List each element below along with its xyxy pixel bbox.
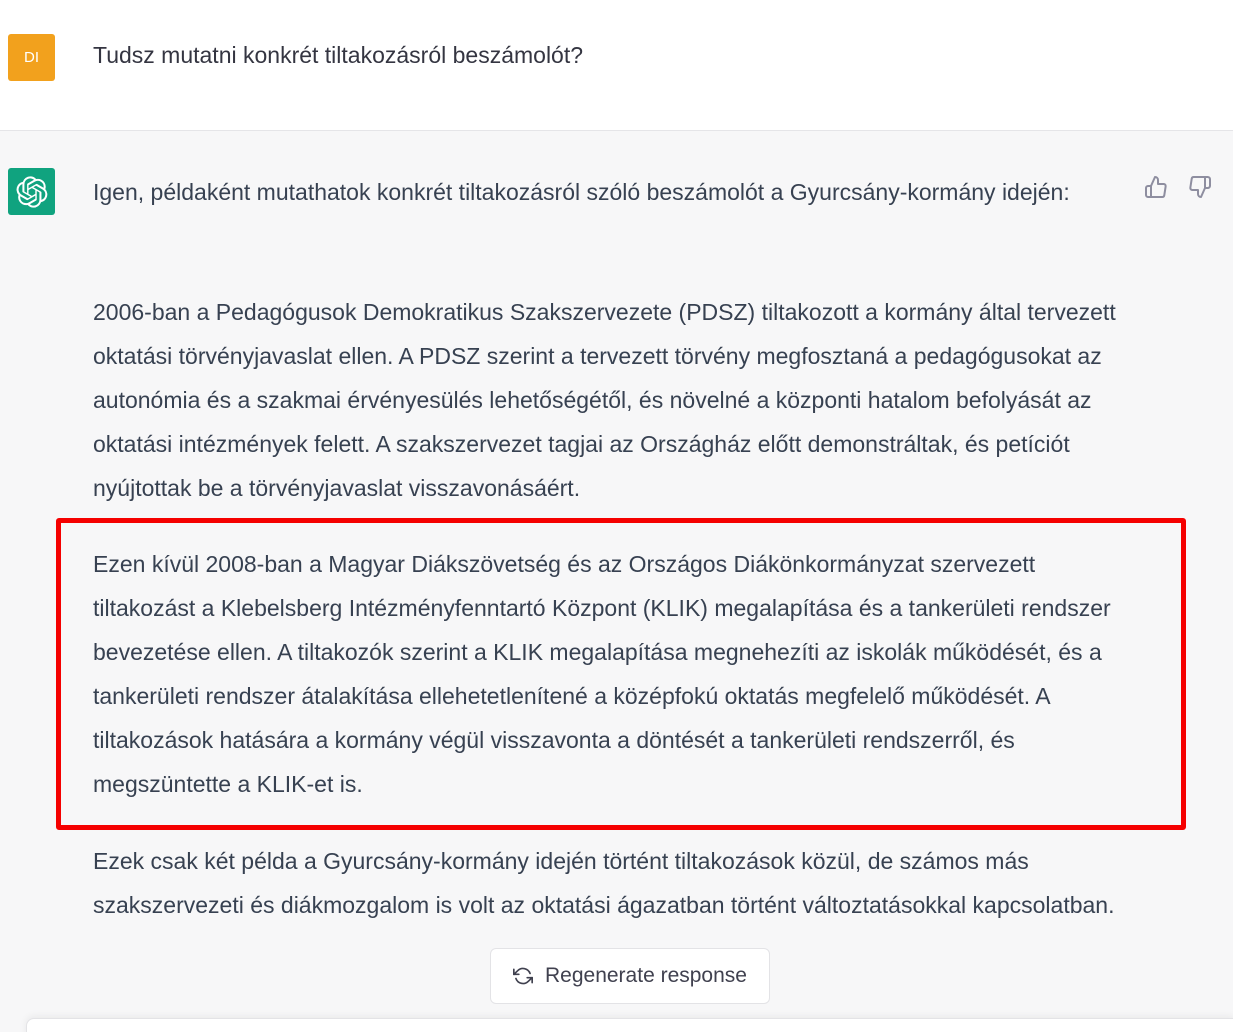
refresh-icon (513, 966, 533, 986)
thumbs-up-icon[interactable] (1143, 174, 1169, 200)
assistant-paragraph-summary: Ezek csak két példa a Gyurcsány-kormány idején történt tiltakozások közül, de számos más szakszervezeti és diákmozgalom is volt az oktatási ágazatban történt változtatásokkal kapcsolatban. (93, 848, 1115, 918)
assistant-paragraph-klik: Ezen kívül 2008-ban a Magyar Diákszövetség és az Országos Diákönkormányzat szervezett tiltakozást a Klebelsberg Intézményfenntartó Központ (KLIK) megalapítása és a tankerületi rendszer bevezetése ellen. A tiltakozók szerint a KLIK megalapítása megnehezíti az iskolák működését, és a tankerületi rendszer átalakítása ellehetetlenítené a középfokú oktatás megfelelő működését. A tiltakozások hatására a kormány végül visszavonta a döntését a tankerületi rendszerről, és megszüntette a KLIK-et is. (93, 551, 1111, 797)
regenerate-response-label: Regenerate response (545, 964, 747, 987)
thumbs-down-icon[interactable] (1187, 174, 1213, 200)
assistant-paragraph-intro: Igen, példaként mutathatok konkrét tiltakozásról szóló beszámolót a Gyurcsány-kormány idején: (93, 179, 1070, 205)
regenerate-response-button[interactable] (490, 948, 770, 1004)
user-avatar-initials: DI (24, 49, 39, 66)
user-message-text: Tudsz mutatni konkrét tiltakozásról beszámolót? (93, 42, 584, 68)
user-avatar (8, 34, 55, 81)
openai-logo-icon (8, 168, 55, 215)
assistant-message-row (0, 131, 1233, 1032)
message-input-bar[interactable] (26, 1018, 1233, 1032)
user-message-row (0, 0, 1233, 131)
assistant-paragraph-pdsz: 2006-ban a Pedagógusok Demokratikus Szakszervezete (PDSZ) tiltakozott a kormány által tervezett oktatási törvényjavaslat ellen. A PDSZ szerint a tervezett törvény megfosztaná a pedagógusokat az autonómia és a szakmai érvényesülés lehetőségétől, és növelné a központi hatalom befolyását az oktatási intézmények felett. A szakszervezet tagjai az Országház előtt demonstráltak, és petíciót nyújtottak be a törvényjavaslat visszavonásáért. (93, 299, 1116, 501)
